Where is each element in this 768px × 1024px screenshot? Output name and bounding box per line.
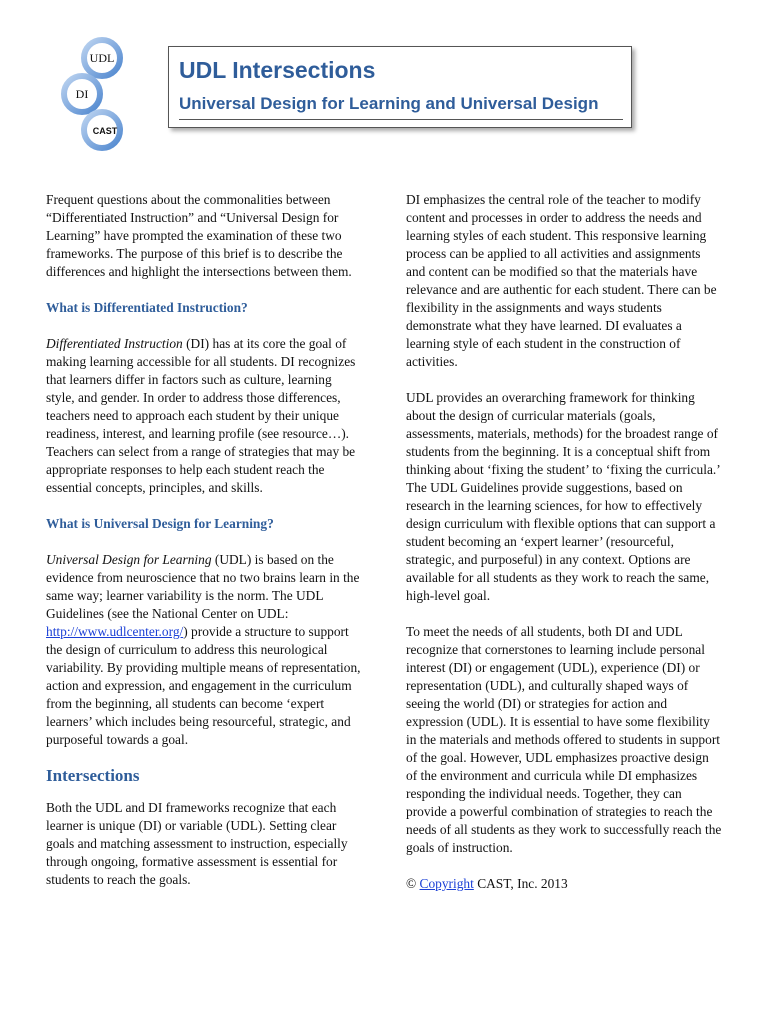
logo-label-di: DI (75, 87, 89, 101)
copyright-holder: CAST, Inc. 2013 (473, 876, 568, 891)
di-term: Differentiated Instruction (46, 336, 183, 351)
udl-body-2: ) provide a structure to support the design of curriculum to address this neurological variability. By providing multiple means of representation, action and expression, and engagement in the curriculum from the beginning, all students can become ‘expert learners’ which includes being resourceful, strategic, and purposeful towards a goal. (46, 624, 361, 747)
intro-paragraph: Frequent questions about the commonalities between “Differentiated Instruction” and “Universal Design for Learning” have prompted the examination of these two frameworks. The purpose of this brief is to describe the differences and highlight the intersections between them. (46, 192, 352, 279)
page-subtitle: Universal Design for Learning and Universal Design (179, 94, 599, 113)
heading-udl: What is Universal Design for Learning? (46, 516, 274, 531)
udl-term: Universal Design for Learning (46, 552, 212, 567)
copyright-symbol: © (406, 876, 420, 891)
udl-framework-paragraph: UDL provides an overarching framework for thinking about the design of curricular materials (goals, assessments, materials, methods) for the broadest range of students from the beginning. It is a conceptual shift from thinking about ‘fixing the student’ to ‘fixing the curricula.’ The UDL Guidelines provide suggestions, based on research in the learning sciences, for how to effectively design curriculum with flexible options that can support a student becoming an ‘expert learner’ (resourceful, strategic, and purposeful) in any context. Options are available for all students as they work to reach the same, high-level goal. (406, 390, 720, 603)
intersections-paragraph: Both the UDL and DI frameworks recognize that each learner is unique (DI) or variable (UDL). Setting clear goals and matching assessment to instruction, especially through ongoing, formative assessment is essential for students to reach the goals. (46, 800, 348, 887)
di-emphasis-paragraph: DI emphasizes the central role of the teacher to modify content and processes in order to address the needs and learning styles of each student. This responsive learning process can be applied to all activities and assignments and content can be modified so that the materials have relevance and are authentic for each student. There can be flexibility in the assignments and ways students demonstrate what they have learned. DI evaluates a learning style of each student in the construction of activities. (406, 192, 717, 369)
logo-label-udl: UDL (89, 51, 115, 65)
copyright-line (406, 875, 722, 893)
udlcenter-link[interactable]: http://www.udlcenter.org/ (46, 624, 184, 639)
page-title: UDL Intersections (179, 57, 376, 83)
right-column (406, 191, 722, 911)
di-paragraph (46, 335, 362, 497)
di-body: (DI) has at its core the goal of making learning accessible for all students. DI recognizes that learners differ in factors such as culture, learning style, and gender. In order to address those differences, teachers need to approach each student by their unique readiness, interest, and learning profile (see resource…). Teachers can select from a range of strategies that may be appropriate responses to help each student reach the essential concepts, principles, and skills. (46, 336, 356, 495)
title-box (168, 46, 632, 128)
heading-di: What is Differentiated Instruction? (46, 300, 248, 315)
heading-intersections: Intersections (46, 766, 140, 785)
udl-body-1: (UDL) is based on the evidence from neuroscience that no two brains learn in the same way; learner variability is the norm. The UDL Guidelines (see the National Center on UDL: (46, 552, 360, 621)
title-rule (179, 119, 623, 120)
copyright-link[interactable]: Copyright (419, 876, 474, 891)
udl-logo (60, 36, 140, 160)
left-column (46, 191, 362, 907)
logo-label-cast: CAST (92, 126, 118, 136)
combined-paragraph: To meet the needs of all students, both DI and UDL recognize that cornerstones to learning include personal interest (DI) or engagement (UDL), experience (DI) or representation (UDL), and culturally shaped ways of seeing the world (DI) or strategies for action and expression (UDL). It is essential to have some flexibility in the materials and methods offered to students in support of the goal. However, UDL emphasizes proactive design of the environment and curricula while DI emphasizes responding the individual needs. Together, they can provide a powerful combination of strategies to reach the needs of all students as they work to successfully reach the goals of instruction. (406, 624, 722, 855)
udl-paragraph (46, 551, 362, 749)
